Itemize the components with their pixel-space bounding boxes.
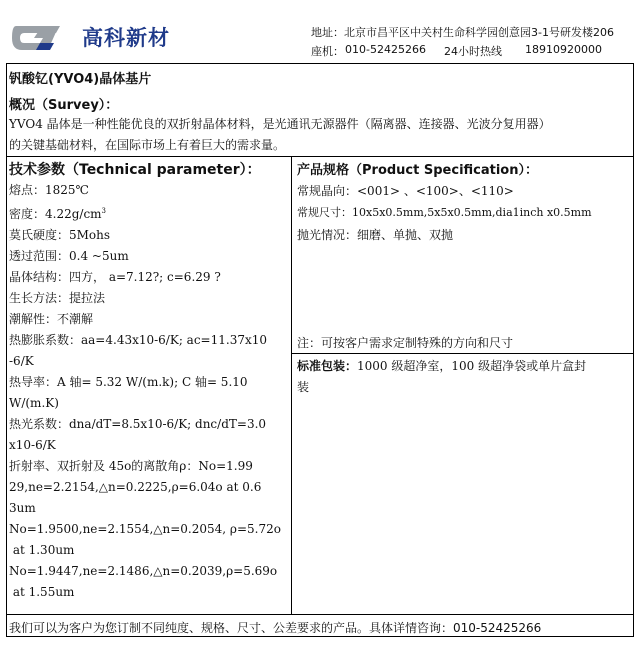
divider-line <box>6 614 634 615</box>
packaging-line: 装 <box>297 380 310 394</box>
param-line: 3um <box>9 501 36 515</box>
spec-line: 常规尺寸：10x5x0.5mm,5x5x0.5mm,dia1inch x0.5mm <box>297 206 592 219</box>
technical-list <box>9 180 289 603</box>
param-line: 潮解性：不潮解 <box>9 312 94 326</box>
footer-contact: 我们可以为客户为您订制不同纯度、规格、尺寸、公差要求的产品。具体详情咨询：010-52425266 <box>9 621 542 635</box>
header-hotline: 18910920000 <box>525 43 602 56</box>
overview-heading: 概况（Survey）： <box>9 98 119 113</box>
param-line: 熔点：1825℃ <box>9 183 89 197</box>
company-logo-icon <box>10 24 66 52</box>
header-address: 地址：北京市昌平区中关村生命科学园创意园3-1号研发楼206 <box>311 26 614 39</box>
header-phone-label: 座机： <box>311 45 344 58</box>
header-phone: 010-52425266 <box>345 43 426 56</box>
page-title: 钒酸钇(YVO4)晶体基片 <box>9 72 152 87</box>
spec-note: 注：可按客户需求定制特殊的方向和尺寸 <box>297 336 514 350</box>
packaging-heading: 标准包装： <box>297 359 358 373</box>
param-line: 热光系数：dna/dT=8.5x10-6/K; dnc/dT=3.0 <box>9 417 267 431</box>
param-line: at 1.55um <box>9 585 75 599</box>
packaging-text <box>297 357 586 374</box>
overview-text: 的关键基础材料，在国际市场上有着巨大的需求量。 <box>9 138 286 152</box>
param-line: 透过范围：0.4 ~5um <box>9 249 129 263</box>
param-line: 热膨胀系数：aa=4.43x10-6/K; ac=11.37x10 <box>9 333 267 347</box>
spec-line: 抛光情况：细磨、单抛、双抛 <box>297 228 454 242</box>
param-line: 热导率：A 轴= 5.32 W/(m.k); C 轴= 5.10 <box>9 375 248 389</box>
spec-line: 常规晶向：<001> 、<100>、<110> <box>297 184 514 198</box>
divider-line <box>291 156 292 614</box>
param-line: W/(m.K) <box>9 396 59 410</box>
param-line: No=1.9447,ne=2.1486,△n=0.2039,ρ=5.69o <box>9 564 278 578</box>
param-line: 29,ne=2.2154,△n=0.2225,ρ=6.04o at 0.6 <box>9 480 262 494</box>
param-line: 密度：$4.22g/cm^3$ <box>9 207 107 221</box>
param-line: 莫氏硬度：5Mohs <box>9 228 111 242</box>
divider-line <box>6 156 634 157</box>
packaging-line: 1000 级超净室，100 级超净袋或单片盒封 <box>357 359 587 373</box>
param-line: 折射率、双折射及 45o的离散角ρ：No=1.99 <box>9 459 253 473</box>
param-line: -6/K <box>9 354 34 368</box>
company-name: 高科新材 <box>82 26 170 50</box>
divider-line <box>291 353 634 354</box>
param-line: 生长方法：提拉法 <box>9 291 106 305</box>
header-hotline-label: 24小时热线 <box>444 45 502 58</box>
param-line: No=1.9500,ne=2.1554,△n=0.2054, ρ=5.72o <box>9 522 281 536</box>
superscript: 3 <box>101 207 107 215</box>
param-line: x10-6/K <box>9 438 56 452</box>
param-line: 晶体结构：四方， a=7.12?; c=6.29 ? <box>9 270 221 284</box>
product-spec-heading: 产品规格（Product Specification）： <box>297 163 538 178</box>
overview-text: YVO4 晶体是一种性能优良的双折射晶体材料，是光通讯无源器件（隔离器、连接器、光波分复用器） <box>9 117 551 131</box>
param-line: at 1.30um <box>9 543 75 557</box>
technical-heading: 技术参数（Technical parameter）： <box>9 162 261 178</box>
